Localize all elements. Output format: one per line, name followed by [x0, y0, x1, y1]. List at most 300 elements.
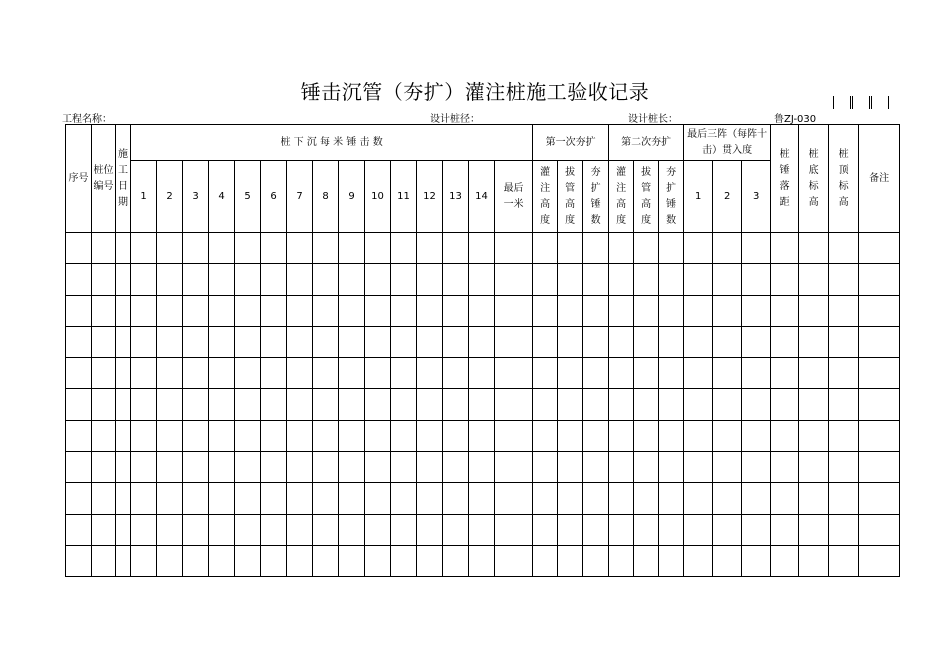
table-cell[interactable]	[742, 326, 771, 357]
table-cell[interactable]	[183, 452, 209, 483]
table-cell[interactable]	[533, 452, 558, 483]
table-cell[interactable]	[742, 514, 771, 545]
table-cell[interactable]	[157, 358, 183, 389]
table-cell[interactable]	[313, 483, 339, 514]
table-cell[interactable]	[209, 420, 235, 451]
table-cell[interactable]	[684, 420, 713, 451]
table-cell[interactable]	[157, 389, 183, 420]
table-cell[interactable]	[287, 358, 313, 389]
table-cell[interactable]	[417, 452, 443, 483]
table-cell[interactable]	[287, 264, 313, 295]
table-cell[interactable]	[684, 264, 713, 295]
table-cell[interactable]	[859, 514, 900, 545]
table-cell[interactable]	[365, 545, 391, 576]
table-cell[interactable]	[92, 389, 116, 420]
table-cell[interactable]	[583, 358, 609, 389]
table-cell[interactable]	[859, 358, 900, 389]
table-cell[interactable]	[66, 420, 92, 451]
table-cell[interactable]	[183, 389, 209, 420]
table-cell[interactable]	[157, 452, 183, 483]
table-cell[interactable]	[287, 389, 313, 420]
table-cell[interactable]	[609, 264, 634, 295]
table-cell[interactable]	[183, 264, 209, 295]
table-cell[interactable]	[659, 545, 684, 576]
table-cell[interactable]	[684, 452, 713, 483]
table-cell[interactable]	[66, 295, 92, 326]
table-cell[interactable]	[859, 264, 900, 295]
table-cell[interactable]	[634, 358, 659, 389]
table-cell[interactable]	[313, 326, 339, 357]
table-cell[interactable]	[116, 420, 131, 451]
table-cell[interactable]	[261, 264, 287, 295]
table-cell[interactable]	[157, 264, 183, 295]
table-cell[interactable]	[92, 233, 116, 264]
table-cell[interactable]	[287, 326, 313, 357]
table-cell[interactable]	[131, 295, 157, 326]
table-cell[interactable]	[742, 483, 771, 514]
table-cell[interactable]	[713, 483, 742, 514]
table-cell[interactable]	[365, 326, 391, 357]
table-cell[interactable]	[131, 358, 157, 389]
table-cell[interactable]	[659, 326, 684, 357]
table-cell[interactable]	[391, 514, 417, 545]
table-cell[interactable]	[742, 452, 771, 483]
table-cell[interactable]	[771, 264, 799, 295]
table-cell[interactable]	[235, 420, 261, 451]
table-cell[interactable]	[391, 295, 417, 326]
table-cell[interactable]	[609, 295, 634, 326]
table-cell[interactable]	[131, 326, 157, 357]
table-cell[interactable]	[339, 326, 365, 357]
table-cell[interactable]	[583, 233, 609, 264]
table-cell[interactable]	[859, 233, 900, 264]
table-cell[interactable]	[533, 545, 558, 576]
table-cell[interactable]	[771, 233, 799, 264]
table-cell[interactable]	[157, 295, 183, 326]
table-cell[interactable]	[116, 514, 131, 545]
table-cell[interactable]	[742, 358, 771, 389]
table-cell[interactable]	[365, 358, 391, 389]
table-cell[interactable]	[235, 264, 261, 295]
table-cell[interactable]	[287, 233, 313, 264]
table-cell[interactable]	[829, 420, 859, 451]
table-cell[interactable]	[659, 452, 684, 483]
table-cell[interactable]	[339, 233, 365, 264]
table-cell[interactable]	[713, 233, 742, 264]
table-cell[interactable]	[235, 389, 261, 420]
table-cell[interactable]	[183, 358, 209, 389]
table-cell[interactable]	[659, 233, 684, 264]
table-cell[interactable]	[583, 452, 609, 483]
table-cell[interactable]	[209, 389, 235, 420]
table-cell[interactable]	[771, 389, 799, 420]
table-cell[interactable]	[659, 389, 684, 420]
table-cell[interactable]	[609, 483, 634, 514]
table-cell[interactable]	[261, 545, 287, 576]
table-cell[interactable]	[583, 389, 609, 420]
table-cell[interactable]	[684, 389, 713, 420]
table-cell[interactable]	[742, 233, 771, 264]
table-cell[interactable]	[634, 452, 659, 483]
table-cell[interactable]	[495, 295, 533, 326]
table-cell[interactable]	[859, 420, 900, 451]
table-cell[interactable]	[609, 326, 634, 357]
table-cell[interactable]	[609, 420, 634, 451]
table-cell[interactable]	[417, 545, 443, 576]
table-cell[interactable]	[417, 326, 443, 357]
table-cell[interactable]	[609, 514, 634, 545]
table-cell[interactable]	[609, 545, 634, 576]
table-cell[interactable]	[634, 545, 659, 576]
table-cell[interactable]	[92, 295, 116, 326]
table-cell[interactable]	[417, 295, 443, 326]
table-cell[interactable]	[533, 326, 558, 357]
table-cell[interactable]	[443, 545, 469, 576]
table-cell[interactable]	[799, 326, 829, 357]
table-cell[interactable]	[313, 233, 339, 264]
table-cell[interactable]	[829, 264, 859, 295]
table-cell[interactable]	[116, 295, 131, 326]
table-cell[interactable]	[829, 358, 859, 389]
table-cell[interactable]	[131, 545, 157, 576]
table-cell[interactable]	[116, 326, 131, 357]
table-cell[interactable]	[365, 233, 391, 264]
table-cell[interactable]	[859, 545, 900, 576]
table-cell[interactable]	[391, 389, 417, 420]
table-cell[interactable]	[713, 264, 742, 295]
table-cell[interactable]	[92, 264, 116, 295]
table-cell[interactable]	[558, 483, 583, 514]
table-cell[interactable]	[799, 233, 829, 264]
table-cell[interactable]	[443, 389, 469, 420]
table-cell[interactable]	[799, 389, 829, 420]
table-cell[interactable]	[659, 358, 684, 389]
table-cell[interactable]	[235, 358, 261, 389]
table-cell[interactable]	[742, 389, 771, 420]
table-cell[interactable]	[713, 514, 742, 545]
table-cell[interactable]	[417, 233, 443, 264]
table-cell[interactable]	[443, 452, 469, 483]
table-cell[interactable]	[558, 545, 583, 576]
table-cell[interactable]	[66, 358, 92, 389]
table-cell[interactable]	[609, 389, 634, 420]
table-cell[interactable]	[659, 295, 684, 326]
table-cell[interactable]	[365, 264, 391, 295]
table-cell[interactable]	[339, 483, 365, 514]
table-cell[interactable]	[183, 545, 209, 576]
table-cell[interactable]	[583, 545, 609, 576]
table-cell[interactable]	[713, 295, 742, 326]
table-cell[interactable]	[799, 514, 829, 545]
table-cell[interactable]	[209, 483, 235, 514]
table-cell[interactable]	[771, 358, 799, 389]
table-cell[interactable]	[287, 420, 313, 451]
table-cell[interactable]	[391, 420, 417, 451]
table-cell[interactable]	[313, 545, 339, 576]
table-cell[interactable]	[131, 452, 157, 483]
table-cell[interactable]	[417, 514, 443, 545]
table-cell[interactable]	[799, 420, 829, 451]
table-cell[interactable]	[609, 452, 634, 483]
table-cell[interactable]	[799, 483, 829, 514]
table-cell[interactable]	[634, 483, 659, 514]
table-cell[interactable]	[742, 295, 771, 326]
table-cell[interactable]	[391, 483, 417, 514]
table-cell[interactable]	[391, 264, 417, 295]
table-cell[interactable]	[583, 514, 609, 545]
table-cell[interactable]	[558, 358, 583, 389]
table-cell[interactable]	[116, 358, 131, 389]
table-cell[interactable]	[131, 420, 157, 451]
table-cell[interactable]	[558, 452, 583, 483]
table-cell[interactable]	[684, 545, 713, 576]
table-cell[interactable]	[684, 514, 713, 545]
table-cell[interactable]	[261, 483, 287, 514]
table-cell[interactable]	[829, 389, 859, 420]
table-cell[interactable]	[157, 420, 183, 451]
table-cell[interactable]	[131, 389, 157, 420]
table-cell[interactable]	[742, 264, 771, 295]
table-cell[interactable]	[558, 514, 583, 545]
table-cell[interactable]	[469, 514, 495, 545]
table-cell[interactable]	[859, 452, 900, 483]
table-cell[interactable]	[66, 233, 92, 264]
table-cell[interactable]	[533, 233, 558, 264]
table-cell[interactable]	[287, 295, 313, 326]
table-cell[interactable]	[829, 514, 859, 545]
table-cell[interactable]	[261, 389, 287, 420]
table-cell[interactable]	[583, 295, 609, 326]
table-cell[interactable]	[131, 264, 157, 295]
table-cell[interactable]	[533, 264, 558, 295]
table-cell[interactable]	[92, 420, 116, 451]
table-cell[interactable]	[583, 483, 609, 514]
table-cell[interactable]	[183, 483, 209, 514]
table-cell[interactable]	[235, 514, 261, 545]
table-cell[interactable]	[261, 295, 287, 326]
table-cell[interactable]	[634, 514, 659, 545]
table-cell[interactable]	[365, 483, 391, 514]
table-cell[interactable]	[391, 452, 417, 483]
table-cell[interactable]	[558, 233, 583, 264]
table-cell[interactable]	[365, 295, 391, 326]
table-cell[interactable]	[313, 420, 339, 451]
table-cell[interactable]	[209, 545, 235, 576]
table-cell[interactable]	[771, 483, 799, 514]
table-cell[interactable]	[469, 233, 495, 264]
table-cell[interactable]	[684, 483, 713, 514]
table-cell[interactable]	[859, 295, 900, 326]
table-cell[interactable]	[684, 358, 713, 389]
table-cell[interactable]	[713, 452, 742, 483]
table-cell[interactable]	[799, 452, 829, 483]
table-cell[interactable]	[771, 514, 799, 545]
table-cell[interactable]	[157, 233, 183, 264]
table-cell[interactable]	[533, 389, 558, 420]
table-cell[interactable]	[116, 483, 131, 514]
table-cell[interactable]	[339, 389, 365, 420]
table-cell[interactable]	[313, 452, 339, 483]
table-cell[interactable]	[771, 295, 799, 326]
table-cell[interactable]	[157, 483, 183, 514]
table-cell[interactable]	[659, 514, 684, 545]
table-cell[interactable]	[634, 420, 659, 451]
table-cell[interactable]	[558, 326, 583, 357]
table-cell[interactable]	[261, 514, 287, 545]
table-cell[interactable]	[209, 358, 235, 389]
table-cell[interactable]	[339, 545, 365, 576]
table-cell[interactable]	[339, 452, 365, 483]
table-cell[interactable]	[287, 452, 313, 483]
table-cell[interactable]	[495, 483, 533, 514]
table-cell[interactable]	[684, 326, 713, 357]
table-cell[interactable]	[365, 420, 391, 451]
table-cell[interactable]	[742, 545, 771, 576]
table-cell[interactable]	[799, 545, 829, 576]
table-cell[interactable]	[609, 233, 634, 264]
table-cell[interactable]	[583, 326, 609, 357]
table-cell[interactable]	[771, 545, 799, 576]
table-cell[interactable]	[469, 452, 495, 483]
table-cell[interactable]	[116, 452, 131, 483]
table-cell[interactable]	[209, 233, 235, 264]
table-cell[interactable]	[313, 514, 339, 545]
table-cell[interactable]	[771, 452, 799, 483]
table-cell[interactable]	[659, 420, 684, 451]
table-cell[interactable]	[684, 233, 713, 264]
table-cell[interactable]	[157, 545, 183, 576]
table-cell[interactable]	[469, 545, 495, 576]
table-cell[interactable]	[469, 326, 495, 357]
table-cell[interactable]	[533, 295, 558, 326]
table-cell[interactable]	[391, 326, 417, 357]
table-cell[interactable]	[583, 420, 609, 451]
table-cell[interactable]	[261, 358, 287, 389]
table-cell[interactable]	[339, 420, 365, 451]
table-cell[interactable]	[799, 264, 829, 295]
table-cell[interactable]	[495, 389, 533, 420]
table-cell[interactable]	[183, 420, 209, 451]
table-cell[interactable]	[634, 264, 659, 295]
table-cell[interactable]	[859, 483, 900, 514]
table-cell[interactable]	[92, 483, 116, 514]
table-cell[interactable]	[116, 233, 131, 264]
table-cell[interactable]	[66, 326, 92, 357]
table-cell[interactable]	[659, 483, 684, 514]
table-cell[interactable]	[116, 264, 131, 295]
table-cell[interactable]	[183, 514, 209, 545]
table-cell[interactable]	[742, 420, 771, 451]
table-cell[interactable]	[443, 358, 469, 389]
table-cell[interactable]	[66, 264, 92, 295]
table-cell[interactable]	[713, 326, 742, 357]
table-cell[interactable]	[365, 514, 391, 545]
table-cell[interactable]	[339, 295, 365, 326]
table-cell[interactable]	[261, 452, 287, 483]
table-cell[interactable]	[469, 358, 495, 389]
table-cell[interactable]	[829, 483, 859, 514]
table-cell[interactable]	[829, 326, 859, 357]
table-cell[interactable]	[443, 326, 469, 357]
table-cell[interactable]	[829, 545, 859, 576]
table-cell[interactable]	[235, 545, 261, 576]
table-cell[interactable]	[495, 420, 533, 451]
table-cell[interactable]	[339, 264, 365, 295]
table-cell[interactable]	[443, 264, 469, 295]
table-cell[interactable]	[157, 326, 183, 357]
table-cell[interactable]	[417, 389, 443, 420]
table-cell[interactable]	[713, 545, 742, 576]
table-cell[interactable]	[92, 326, 116, 357]
table-cell[interactable]	[287, 483, 313, 514]
table-cell[interactable]	[417, 358, 443, 389]
table-cell[interactable]	[235, 295, 261, 326]
table-cell[interactable]	[443, 420, 469, 451]
table-cell[interactable]	[469, 420, 495, 451]
table-cell[interactable]	[209, 326, 235, 357]
table-cell[interactable]	[235, 326, 261, 357]
table-cell[interactable]	[235, 233, 261, 264]
table-cell[interactable]	[533, 420, 558, 451]
table-cell[interactable]	[443, 233, 469, 264]
table-cell[interactable]	[495, 358, 533, 389]
table-cell[interactable]	[634, 389, 659, 420]
table-cell[interactable]	[859, 326, 900, 357]
table-cell[interactable]	[92, 358, 116, 389]
table-cell[interactable]	[313, 389, 339, 420]
table-cell[interactable]	[558, 295, 583, 326]
table-cell[interactable]	[443, 483, 469, 514]
table-cell[interactable]	[469, 389, 495, 420]
table-cell[interactable]	[92, 452, 116, 483]
table-cell[interactable]	[495, 452, 533, 483]
table-cell[interactable]	[469, 483, 495, 514]
table-cell[interactable]	[339, 514, 365, 545]
table-cell[interactable]	[583, 264, 609, 295]
table-cell[interactable]	[313, 264, 339, 295]
table-cell[interactable]	[771, 420, 799, 451]
table-cell[interactable]	[443, 295, 469, 326]
table-cell[interactable]	[558, 264, 583, 295]
table-cell[interactable]	[558, 389, 583, 420]
table-cell[interactable]	[365, 452, 391, 483]
table-cell[interactable]	[66, 452, 92, 483]
table-cell[interactable]	[391, 545, 417, 576]
table-cell[interactable]	[469, 264, 495, 295]
table-cell[interactable]	[261, 420, 287, 451]
table-cell[interactable]	[261, 326, 287, 357]
table-cell[interactable]	[713, 420, 742, 451]
table-cell[interactable]	[417, 483, 443, 514]
table-cell[interactable]	[558, 420, 583, 451]
table-cell[interactable]	[417, 264, 443, 295]
table-cell[interactable]	[391, 358, 417, 389]
table-cell[interactable]	[713, 389, 742, 420]
table-cell[interactable]	[799, 358, 829, 389]
table-cell[interactable]	[495, 264, 533, 295]
table-cell[interactable]	[183, 233, 209, 264]
table-cell[interactable]	[209, 452, 235, 483]
table-cell[interactable]	[287, 514, 313, 545]
table-cell[interactable]	[183, 326, 209, 357]
table-cell[interactable]	[131, 233, 157, 264]
table-cell[interactable]	[829, 295, 859, 326]
table-cell[interactable]	[771, 326, 799, 357]
table-cell[interactable]	[609, 358, 634, 389]
table-cell[interactable]	[183, 295, 209, 326]
table-cell[interactable]	[829, 452, 859, 483]
table-cell[interactable]	[634, 326, 659, 357]
